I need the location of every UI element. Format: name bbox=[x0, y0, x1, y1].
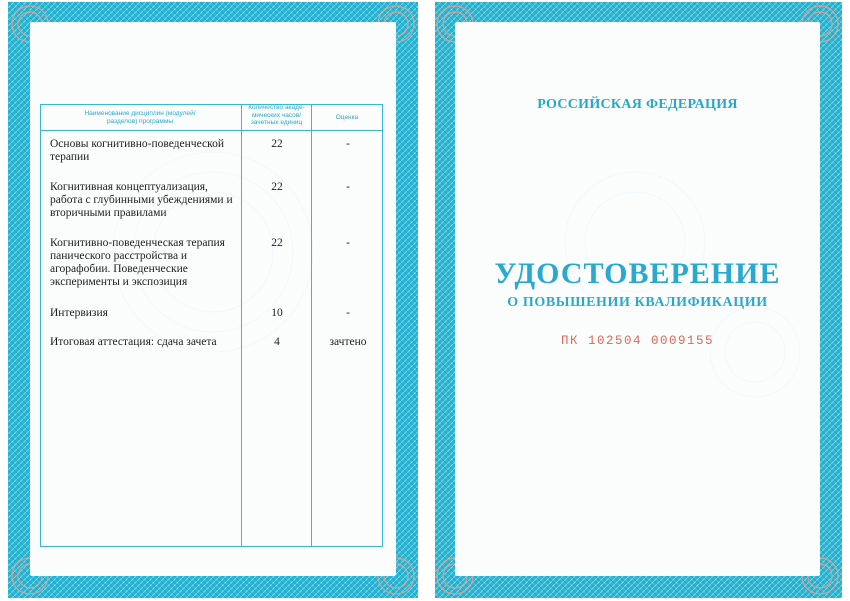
document-title: УДОСТОВЕРЕНИЕ bbox=[494, 257, 781, 290]
table-row-grade: - bbox=[346, 307, 350, 319]
table-row-name: Когнитивно-поведенческая терапия панического расстройства и агорафобии. Поведенческие эксперименты и экспозиция bbox=[50, 237, 225, 288]
right-page bbox=[435, 2, 842, 598]
document-subtitle: О ПОВЫШЕНИИ КВАЛИФИКАЦИИ bbox=[507, 295, 768, 310]
country-label: РОССИЙСКАЯ ФЕДЕРАЦИЯ bbox=[537, 97, 738, 112]
document-number: ПК 102504 0009155 bbox=[560, 334, 715, 348]
table-row-hours: 22 bbox=[271, 181, 283, 193]
table-row-grade: - bbox=[346, 181, 350, 193]
table-row-grade: - bbox=[346, 237, 350, 249]
table-row-hours: 22 bbox=[271, 237, 283, 249]
table-row-name: Интервизия bbox=[50, 307, 108, 319]
cover-content-area bbox=[455, 22, 820, 576]
table-row-hours: 10 bbox=[271, 307, 283, 319]
table-row-hours: 22 bbox=[271, 138, 283, 150]
table-row-name: Итоговая аттестация: сдача зачета bbox=[50, 336, 217, 348]
table-row-name: Когнитивная концептуализация, работа с глубинными убеждениями и вторичными правилами bbox=[50, 181, 233, 219]
disciplines-table bbox=[40, 104, 383, 547]
page-content-area bbox=[30, 22, 396, 576]
header-grade: Оценка bbox=[335, 114, 359, 121]
header-discipline: Наименование дисциплин (модулей/разделов) программы bbox=[84, 110, 196, 125]
left-page bbox=[8, 2, 418, 598]
header-hours: Количество акаде-мических часов/ зачетных единиц bbox=[248, 104, 305, 126]
table-row-grade: - bbox=[346, 138, 350, 150]
page-gutter bbox=[418, 0, 435, 601]
table-row-name: Основы когнитивно-поведенческой терапии bbox=[50, 138, 224, 163]
table-row-hours: 4 bbox=[274, 336, 280, 348]
table-row-grade: зачтено bbox=[329, 336, 367, 348]
